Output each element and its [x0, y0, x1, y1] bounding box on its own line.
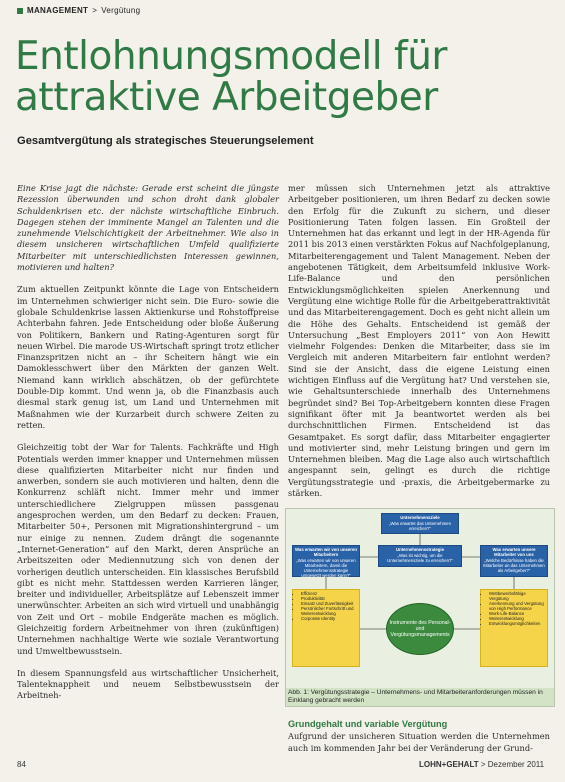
section-grundgehalt [288, 719, 550, 754]
footer-separator: > [480, 760, 486, 769]
employee-requirements-list: • Wettbewerbsfähige Vergütung • Anerkennung und Vergütung von High Performance • Work-Life-Balance • Weiterentwicklung • Entwicklungsmöglichkeiten [480, 589, 548, 667]
body-paragraph: In diesem Spannungsfeld aus wirtschaftlicher Unsicherheit, Talenteknappheit und neuem Selbstbewusstsein der Arbeitneh- [17, 667, 279, 701]
employer-expectations-box: Was erwarten wir von unseren Mitarbeitern „Was erwarten wir von unseren Mitarbeitern, damit die Unternehmensstrategie umgesetzt werden kann?“ [292, 545, 360, 577]
lead-paragraph: Eine Krise jagt die nächste: Gerade erst scheint die jüngste Rezession überwunden und schon droht dank globaler Schuldenkrisen etc. der nächste wirtschaftliche Einbruch. Dagegen stehen der imminente Mangel an Talenten und die zunehmende Vielschichtigkeit der Arbeitnehmer. Wie also in diesem unsicheren wirtschaftlichen Umfeld qualifizierte Mitarbeiter mit unterschiedlichsten Interessen gewinnen, motivieren und halten? [17, 183, 279, 273]
section-rubric [17, 6, 140, 15]
issue-date: Dezember 2011 [487, 760, 545, 769]
body-paragraph: mer müssen sich Unternehmen jetzt als attraktive Arbeitgeber positionieren, um ihren Bedarf zu decken sowie den Erfolg für die Zukunft zu sichern, und dieser Positionierung Taten folgen lassen. Ein Großteil der Unternehmen hat das erkannt und legt in der HR-Agenda für 2011 bis 2013 einen verstärkten Fokus auf Nachfolgeplanung, Mitarbeiterengagement und Talent Management. Neben der angebotenen Tätigkeit, dem Arbeitsumfeld inklusive Work-Life-Balance und den persönlichen Entwicklungsmöglichkeiten spielen Anerkennung und Vergütung eine wichtige Rolle für die Arbeitgeberattraktivität und das Mitarbeiterengagement. Doch es geht nicht allein um die Höhe des Gehalts. Entscheidend ist gemäß der Untersuchung „Best Employers 2011“ von Aon Hewitt vielmehr Folgendes: Denken die Mitarbeiter, dass sie im Vergleich mit anderen Mitarbeitern fair entlohnt werden? Sind sie der Ansicht, dass die eigene Leistung einen wichtigen Einfluss auf die Vergütung hat? Und verstehen sie, wie Gehaltsunterschiede innerhalb des Unternehmens begründet sind? Bei Top-Arbeitgebern konnten diese Fragen signifikant öfter mit Ja beantwortet werden als bei durchschnittlichen Firmen. Entscheidend ist das Gesamtpaket. Es sorgt dafür, dass Mitarbeiter engagierter und motivierter sind, mehr Leistung bringen und gern im Unternehmen bleiben. Mag die Lage also auch wirtschaftlich angespannt sein, gelingt es durch die richtige Vergütungsstrategie und -praxis, die Arbeitgebermarke zu stärken. [288, 183, 550, 499]
instruments-circle: Instrumente des Personal- und Vergütungsmanagements [386, 603, 454, 655]
article-subtitle: Gesamtvergütung als strategisches Steuerungselement [17, 135, 314, 147]
strategy-figure [285, 508, 555, 707]
rubric-square-icon [17, 8, 23, 14]
page-number: 84 [17, 760, 26, 769]
column-left [17, 183, 279, 713]
body-paragraph: Aufgrund der unsicheren Situation werden die Unternehmen auch im kommenden Jahr bei der Veränderung der Grund- [288, 731, 550, 753]
article-title: Entlohnungsmodell für attraktive Arbeitgeber [15, 34, 447, 120]
body-paragraph: Zum aktuellen Zeitpunkt könnte die Lage von Entscheidern im Unternehmen schwieriger nicht sein. Die Euro- sowie die globale Schuldenkrise lassen Aktienkurse und Rohstoffpreise Achterbahn fahren. Jede Entscheidung oder bloße Äußerung von Politikern, Bankern und Rating-Agenturen sorgt für neuen Wirbel. Die marode US-Wirtschaft springt trotz etlicher Finanzspritzen nicht an – ihr Scheitern hängt wie ein Damoklesschwert über den Märkten der ganzen Welt. Niemand kann wirklich abschätzen, ob der gefürchtete Double-Dip kommt. Und wenn ja, ob die Finanzbasis auch diesmal stark genug ist, um Land und Unternehmen mit Maßnahmen wie der Kurzarbeit durch schwere Zeiten zu retten. [17, 284, 279, 430]
employee-expectations-box: Was erwarten unsere Mitarbeiter von uns „Welche Bedürfnisse haben die Mitarbeiter an das Unternehmen als Arbeitgeber?“ [480, 545, 548, 577]
magazine-name: LOHN+GEHALT [419, 760, 479, 769]
employer-requirements-list: • Effizienz • Produktivität • Einsatz und Zuverlässigkeit • Persönlicher Fortschritt und Weiterentwicklung • Corporate Identity [292, 589, 360, 667]
rubric-section: MANAGEMENT [27, 6, 89, 15]
column-right [288, 183, 550, 510]
rubric-topic: Vergütung [101, 6, 141, 15]
magazine-footer [419, 760, 544, 769]
body-paragraph: Gleichzeitig tobt der War for Talents. Fachkräfte und High Potentials werden immer knapper und Unternehmen müssen diese qualifizierten Mitarbeiter nicht nur finden und anwerben, sondern sie auch motivieren und halten, denn die Konkurrenz schläft nicht. Immer mehr und immer unterschiedlichere Zielgruppen müssen passgenau angesprochen werden, um den Bedarf zu decken: Frauen, Mitarbeiter 50+, Personen mit Migrationshintergrund – um nur einige zu nennen. Zudem drängt die sogenannte „Internet-Generation“ auf den Markt, deren Ansprüche an Arbeitszeiten oder Mediennutzung sich von denen der vorherigen deutlich unterscheiden. Ein klassisches Berufsbild gibt es nicht mehr. Stattdessen werden Karrieren länger, breiter und individueller, Arbeitsplätze auf Lebenszeit immer unerwünschter. Arbeiten an sich wird virtuell und unabhängig von Zeit und Ort – mobile Endgeräte machen es möglich. Gleichzeitig fordern Arbeitnehmer von ihren (zukünftigen) Unternehmen nachhaltige Werte wie soziale Verantwortung und Umweltbewusstsein. [17, 442, 279, 656]
strategy-box: Unternehmensstrategie „Was ist wichtig, um die Unternehmensziele zu erreichen?“ [378, 545, 462, 567]
rubric-separator: > [92, 6, 98, 15]
figure-caption: Abb. 1: Vergütungsstrategie – Unternehmens- und Mitarbeiteranforderungen müssen in Einklang gebracht werden [286, 688, 554, 706]
goals-box: Unternehmensziele „Was erwartet das Unternehmen erreichen?“ [381, 513, 459, 534]
section-heading: Grundgehalt und variable Vergütung [288, 719, 448, 729]
